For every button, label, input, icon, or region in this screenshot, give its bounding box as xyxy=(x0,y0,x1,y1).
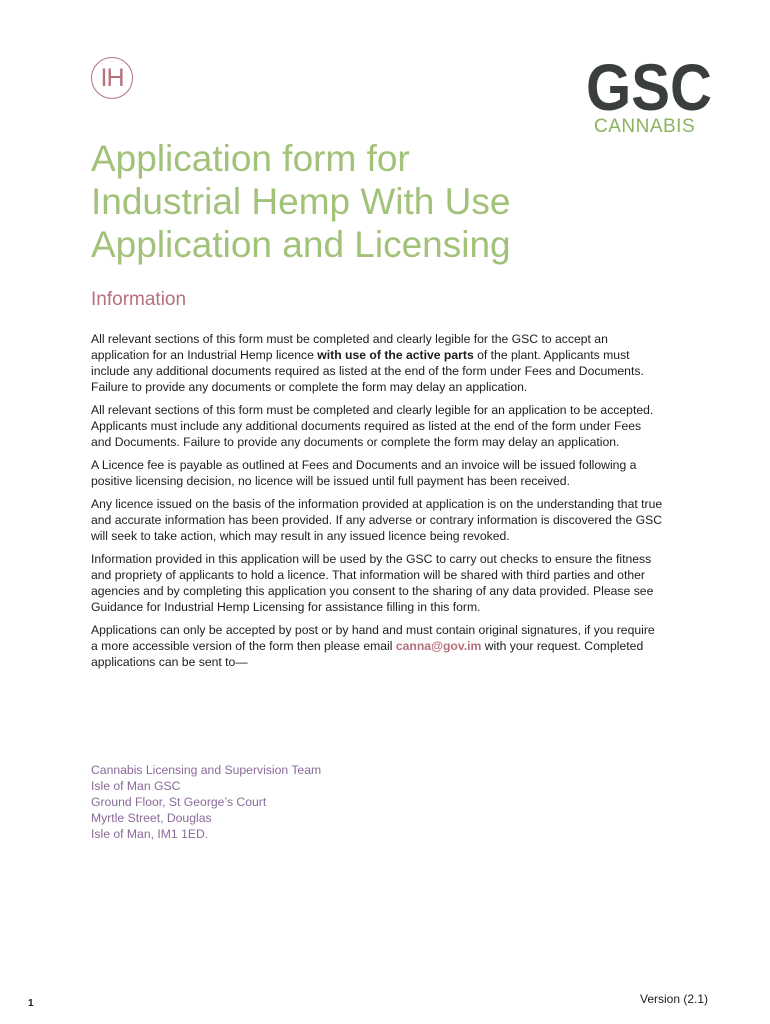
gsc-logo-subtitle: CANNABIS xyxy=(594,116,696,137)
paragraph-1-emphasis: with use of the active parts xyxy=(317,348,474,362)
paragraph-6-start: Applications can only be accepted by post or by hand and must contain original signatures, if you require a more accessible version of the form then please email xyxy=(91,623,655,653)
ih-logo-text: IH xyxy=(100,63,124,92)
paragraph-1-start: All relevant sections of this form must be completed and clearly legible for the GSC to accept an application for an Industrial Hemp licence xyxy=(91,332,608,362)
information-body xyxy=(91,331,663,677)
gsc-cannabis-logo xyxy=(586,54,714,138)
paragraph-4: Any licence issued on the basis of the information provided at application is on the understanding that true and accurate information has been provided. If any adverse or contrary information is discovered the GSC will seek to take action, which may result in any issued licence being revoked. xyxy=(91,497,663,543)
version-label: Version (2.1) xyxy=(640,992,709,1006)
title-line-1: Application form for xyxy=(91,138,410,179)
address-line: Cannabis Licensing and Supervision Team xyxy=(91,763,322,777)
section-heading-information: Information xyxy=(91,289,187,310)
page-number: 1 xyxy=(28,998,34,1009)
paragraph-6-end: with your request. Completed applications can be sent to— xyxy=(91,639,644,669)
paragraph-1 xyxy=(91,331,663,395)
ih-logo xyxy=(91,57,133,99)
gsc-logo-letters xyxy=(586,54,714,116)
paragraph-1-end: of the plant. Applicants must include any additional documents required as listed at the end of the form under Fees and Documents. Failure to provide any documents or complete the form may delay an application. xyxy=(91,348,644,394)
title-line-3: Application and Licensing xyxy=(91,224,511,265)
address-line: Isle of Man, IM1 1ED. xyxy=(91,827,209,841)
address-line: Myrtle Street, Douglas xyxy=(91,811,212,825)
email-link[interactable]: canna@gov.im xyxy=(395,639,482,653)
paragraph-3: A Licence fee is payable as outlined at Fees and Documents and an invoice will be issued following a positive licensing decision, no licence will be issued until full payment has been received. xyxy=(91,458,637,488)
paragraph-2: All relevant sections of this form must be completed and clearly legible for an application to be accepted. Applicants must include any additional documents required as listed at the end of the form under Fees and Documents. Failure to provide any documents or complete the form may delay an application. xyxy=(91,403,654,449)
paragraph-5: Information provided in this application will be used by the GSC to carry out checks to ensure the fitness and propriety of applicants to hold a licence. That information will be shared with third parties and other agencies and by completing this application you consent to the sharing of any data provided. Please see Guidance for Industrial Hemp Licensing for assistance filling in this form. xyxy=(91,552,654,614)
page-title xyxy=(91,137,651,266)
paragraph-6 xyxy=(91,622,663,670)
postal-address xyxy=(91,762,321,842)
title-line-2: Industrial Hemp With Use xyxy=(91,181,511,222)
gsc-logo-letters-text: GSC xyxy=(586,54,712,116)
address-line: Isle of Man GSC xyxy=(91,779,181,793)
address-line: Ground Floor, St George’s Court xyxy=(91,795,267,809)
